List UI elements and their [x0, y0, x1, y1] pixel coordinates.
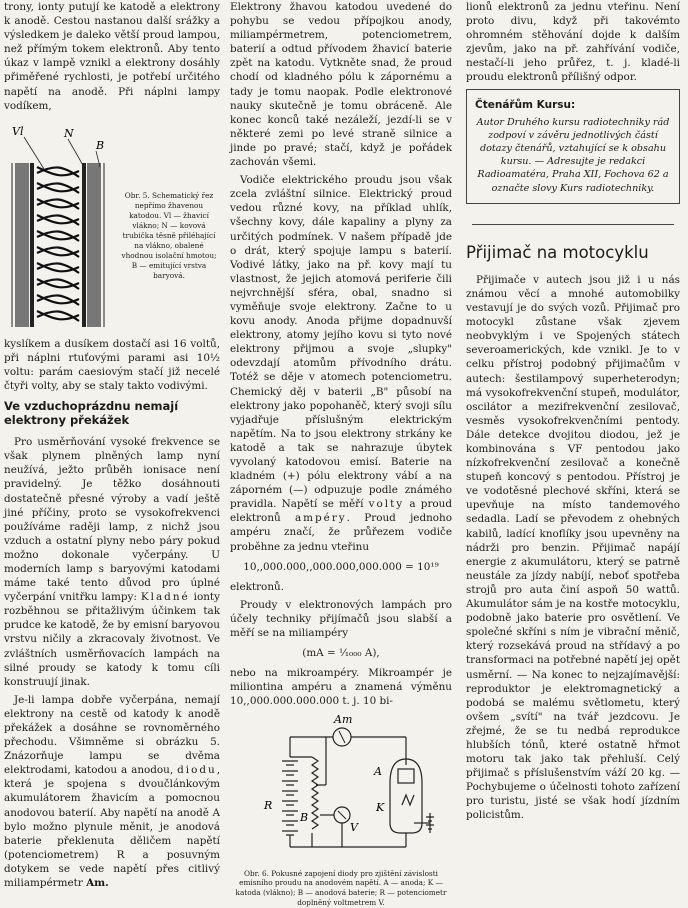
figure-6 — [230, 713, 452, 908]
paragraph: trony, ionty putují ke katodě a elektrony k anodě. Cestou nastanou další srážky a výsledkem je daleko větší proud lampou, než přímým tokem elektronů. Aby tento úkaz v lampě vznikl a elektrony dosáhly přiměřené rychlosti, je potřebí určitého napětí na anodě. Při náplni lampy vodíkem, — [4, 1, 220, 112]
paragraph: Přijimače v autech jsou již i u nás známou věcí a mnohé automobilky vestavují je do svých vozů. Přijimač pro motocykl zůstane však zjevem neobvyklým i ve Spojených státech severoamerických, kde vznikl. Je to v celku přístroj podobný přijimačům v autech: šestilampový superheterodyn; má vysokofrekvenční stupeň, modulátor, oscilátor a mezifrekvenční zesilovač, vesměs vysokofrekvenčními pentody. Dále detekce dvojitou diodou, jež je kombinována s VF pentodou jako nízkofrekvenční zesilovač a konečně stupeň koncový s pentodou. Přístroj je ve vodotěsné plechové skříni, která se upevňuje na místo tandemového sedadla. Ladí se převodem z ohebných kabilů, ladící knoflíky jsou upevněny na nádrži pro benzin. Přijimač napájí energie z akumulátoru, který se patrně neustále za jízdy nabíjí, neboť spotřeba strojů pro auta činí aspoň 50 wattů. Akumulátor sám je na kostře motocyklu, podobně jako baterie pro osvětlení. Ve společné skříni s ním je vibrační měnič, který rozsekává proud na střídavý a po transformaci na potřebné napětí jej opět usměrní. — Na konec to nejzajímavější: reproduktor je elektromagnetický a podobá se malému světlometu, který ovšem „svítí" na tvář jezdcovu. Je zřejmé, že se tu nedbá reprodukce hlubších tónů, které ostatně hřmot motoru tak jako tak přehluší. Celý přijimač s příslušenstvím váží 20 kg. — Pochybujeme o účelnosti tohoto zařízení pro turistu, jisté se však hodí jízdním policistům. — [466, 273, 680, 822]
label-a: A — [374, 764, 382, 778]
text-run: , která je spojena s dvoučlánkovým akumulátorem žhavicím a pomocnou anodovou baterií. Aby napětí na anodě A bylo možno plynule měnit, je anodová baterie překlenuta děličem napětí (potenciometrem) R a posuvným dotykem se vede napětí přes citlivý miliampérmetr — [4, 764, 221, 890]
paragraph: Elektrony žhavou katodou uvedené do pohybu se vedou přípojkou anody, miliampérmetrem, potenciometrem, baterií a odtud přívodem žhavicí baterie zpět na katodu. Vytkněte snad, že proud chodí od kladného pólu k zápornému a tady je tomu naopak. Podle elektronové nauky skutečně je tomu obráceně. Ale konec konců také nezáleží, jezdí-li se v některé zemi po levé straně silnice a jinde po pravé; stačí, když je pořádek zachován všemi. — [230, 1, 452, 169]
notice-box — [466, 89, 680, 204]
paragraph: Proudy v elektronových lampách pro účely techniky přijímačů jsou slabší a měří se na miliampéry — [230, 598, 452, 640]
article-title: Přijimač na motocyklu — [466, 242, 649, 262]
label-v: V — [350, 820, 358, 834]
divider — [472, 224, 674, 225]
figure-6-caption: Obr. 6. Pokusné zapojení diody pro zjištění závislosti emisního proudu na anodovém napětí. A — anoda; K — katoda (vlákno); B — anodová baterie; R — potenciometr doplněný voltmetrem V. — [235, 868, 447, 907]
paragraph — [230, 173, 452, 554]
cathode-cross-section-diagram — [4, 121, 114, 329]
figure-5-caption: Obr. 5. Schematický řez nepřímo žhavenou katodou. Vl — žhavicí vlákno; N — kovová trubička těsně přiléhající na vlákno, obalené vhodnou isolační hmotou; B — emitující vrstva baryová. — [121, 190, 217, 280]
notice-box-body: Autor Druhého kursu radiotechniky rád zodpoví v závěru jednotlivých částí dotazy čtenářů, vztahující se k obsahu kursu. — Adresujte je redakci Radioamatéra, Praha XII, Fochova 62 a označte slovy Kurs radiotechniky. — [476, 116, 670, 194]
section-heading: Ve vzduchoprázdnu nemají elektrony překážek — [4, 399, 179, 428]
text-run: Vodiče elektrického proudu jsou však zcela zvláštní silnice. Elektrický proud vedou různé kovy, na příklad uhlík, všechny kovy, dále kapaliny a plyny za určitých podmínek. V našem případě jde o drát, který spojuje lampu s baterií. Vodivé látky, jako na př. kovy mají tu vlastnost, že jejich atomová periferie čili nejvrchnější sféra, obal, snadno si vyměňuje svoje elektrony. Začne to u kovu anody. Anoda přijme dopadnuvší elektrony, atomy jejího kovu si tyto nové elektrony přijmou a svoje „slupky" odevzdají atomům přívodního drátu. Totéž se děje v atomech potenciometru. Chemický děj v baterii „B" působí na elektrony jako popohaněč, který svoji sílu vyjadřuje příslušným elektrickým napětím. Na to jsou elektrony strkány ke katodě a tak se nahrazuje úbytek vyvolaný katodovou emisí. Baterie na kladném (+) pólu elektrony vábí a na záporném (—) odpuzuje podle známého pravidla. Napětí se měří — [230, 174, 452, 511]
text-run: Je-li lampa dobře vyčerpána, nemají elektrony na cestě od katody k anodě překážek a dosáhne se rovnoměrného přechodu. Všimněme si obrázku 5. Znázorňuje lampu se dvěma elektrodami, katodou a anodou, — [4, 693, 220, 777]
column-right — [466, 0, 680, 827]
spaced-word: Kladné — [140, 591, 190, 604]
paragraph: elektronů. — [230, 580, 285, 593]
label-b: B — [96, 138, 105, 152]
spaced-word: ampéry — [294, 512, 347, 525]
bold-word: Am. — [86, 877, 109, 890]
formula-milliampere: (mA = ¹⁄₁₀₀₀ A), — [302, 647, 380, 660]
label-n: N — [64, 126, 74, 140]
column-middle — [230, 0, 452, 908]
label-b: B — [300, 810, 309, 824]
notice-box-title: Čtenářům Kursu: — [475, 98, 576, 111]
column-left — [4, 0, 220, 894]
spaced-word: diodu — [177, 764, 217, 777]
spaced-word: volty — [368, 498, 405, 511]
paragraph — [4, 435, 220, 689]
paragraph — [4, 693, 220, 890]
paragraph: lionů elektronů za jednu vteřinu. Není proto divu, když při takovémto ohromném stěhování dojde k dalším zjevům, jako na př. zahřívání vodiče, nestačí-li jeho průřez, t. j. kladé-li proudu elektronů přílišný odpor. — [466, 1, 680, 84]
diode-circuit-diagram — [230, 713, 452, 865]
text-run: a proud elektronů — [230, 498, 453, 525]
figure-5 — [4, 121, 220, 329]
label-r: R — [264, 798, 273, 812]
label-vl: Vl — [12, 124, 24, 138]
text-run: Pro usměrňování vysoké frekvence se však plynem plněných lamp nyní neužívá, ježto průběh ionisace není pravidelný. Je těžko dosáhnouti dostatečně přesné výroby a vadí ještě jiné příčiny, proto se vysokofrekvenci používáme raději lamp, z nichž jsou vzduch a ostatní plyny nebo páry pokud možno dokonale vyčerpány. U moderních lamp s baryovými katodami máme také tento důvod pro úplné vyčerpání vnitřku lampy: — [4, 436, 220, 604]
formula-electrons: 10,,000.000,,000.000,000.000 = 10¹⁹ — [243, 560, 439, 573]
text-run: . Proud jednoho ampéru značí, že průřezem vodiče proběhne za jednu vteřinu — [230, 512, 452, 553]
label-k: K — [376, 800, 385, 814]
paragraph: kyslíkem a dusíkem dostačí asi 16 voltů, při náplni rtuťovými parami asi 10½ voltu: parám caesiovým stačí již necelé čtyři volty, aby se staly takto vodivými. — [4, 337, 220, 393]
paragraph: nebo na mikroampéry. Mikroampér je miliontina ampéru a znamená výměnu 10,,000.000.000.000 t. j. 10 bi- — [230, 667, 452, 708]
label-am: Am — [334, 712, 353, 726]
text-run: ionty rozběhnou se přitažlivým účinkem tak prudce ke katodě, že by emisní baryovou vrstvu ničily a zkracovaly životnost. Ve zvláštních usměrňovacích lampách na silné proudy se katody k tomu cíli konstruují jinak. — [4, 591, 220, 688]
